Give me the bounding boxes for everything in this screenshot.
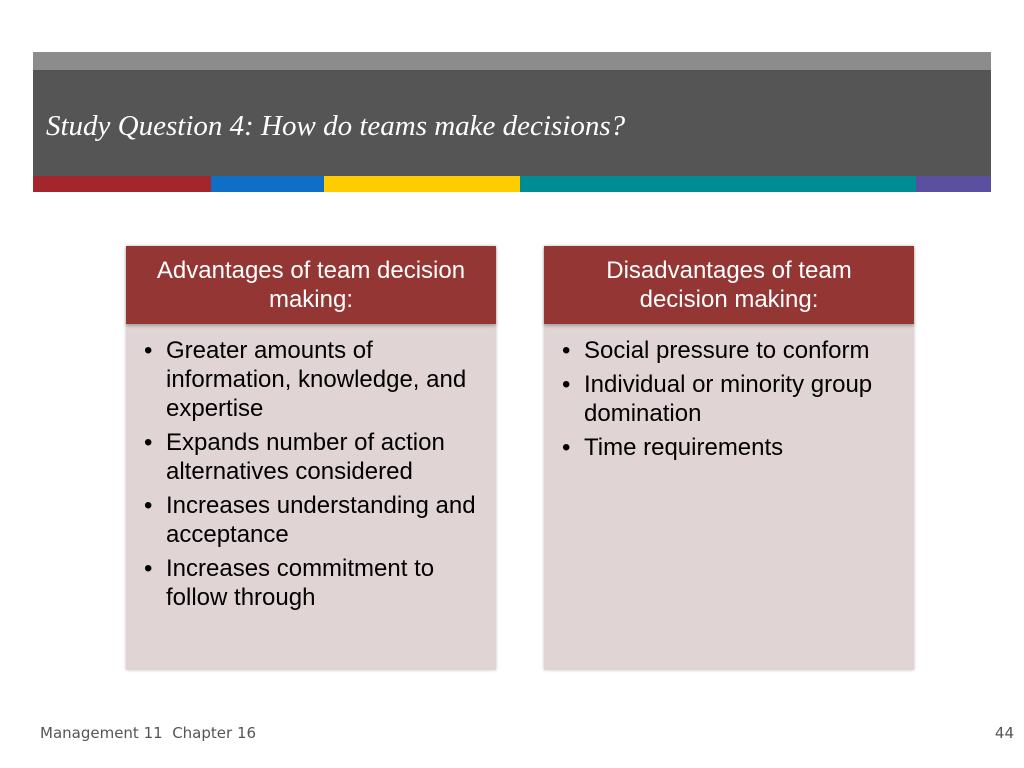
list-item <box>138 336 484 423</box>
advantages-panel <box>126 246 496 670</box>
bullet-icon: • <box>144 429 153 456</box>
bullet-icon: • <box>562 337 571 364</box>
slide-title: Study Question 4: How do teams make decisions? <box>46 110 626 142</box>
disadvantages-heading: Disadvantages of team decision making: <box>544 246 914 324</box>
disadvantages-panel <box>544 246 914 670</box>
list-item-text: Expands number of action alternatives considered <box>166 429 445 485</box>
footer-course-label: Management 11 Chapter 16 <box>40 724 257 742</box>
list-item <box>556 433 902 462</box>
stripe-segment-purple <box>916 176 991 192</box>
stripe-segment-red <box>33 176 211 192</box>
list-item <box>556 336 902 365</box>
stripe-segment-teal <box>520 176 916 192</box>
list-item <box>138 491 484 549</box>
list-item-text: Individual or minority group domination <box>584 371 873 427</box>
list-item-text: Increases understanding and acceptance <box>166 492 476 548</box>
bullet-icon: • <box>144 492 153 519</box>
advantages-list <box>126 324 496 612</box>
advantages-heading: Advantages of team decision making: <box>126 246 496 324</box>
disadvantages-list <box>544 324 914 462</box>
slide-number: 44 <box>994 724 1014 742</box>
list-item-text: Time requirements <box>584 434 784 461</box>
header-top-strip <box>33 52 991 70</box>
list-item-text: Social pressure to conform <box>584 337 870 364</box>
list-item <box>138 428 484 486</box>
header-band <box>33 70 991 176</box>
bullet-icon: • <box>144 555 153 582</box>
list-item-text: Increases commitment to follow through <box>166 555 435 611</box>
bullet-icon: • <box>144 337 153 364</box>
list-item <box>138 554 484 612</box>
color-accent-stripe <box>33 176 991 192</box>
list-item-text: Greater amounts of information, knowledge, and expertise <box>166 337 467 422</box>
stripe-segment-yellow <box>324 176 520 192</box>
bullet-icon: • <box>562 434 571 461</box>
list-item <box>556 370 902 428</box>
stripe-segment-blue <box>211 176 324 192</box>
bullet-icon: • <box>562 371 571 398</box>
